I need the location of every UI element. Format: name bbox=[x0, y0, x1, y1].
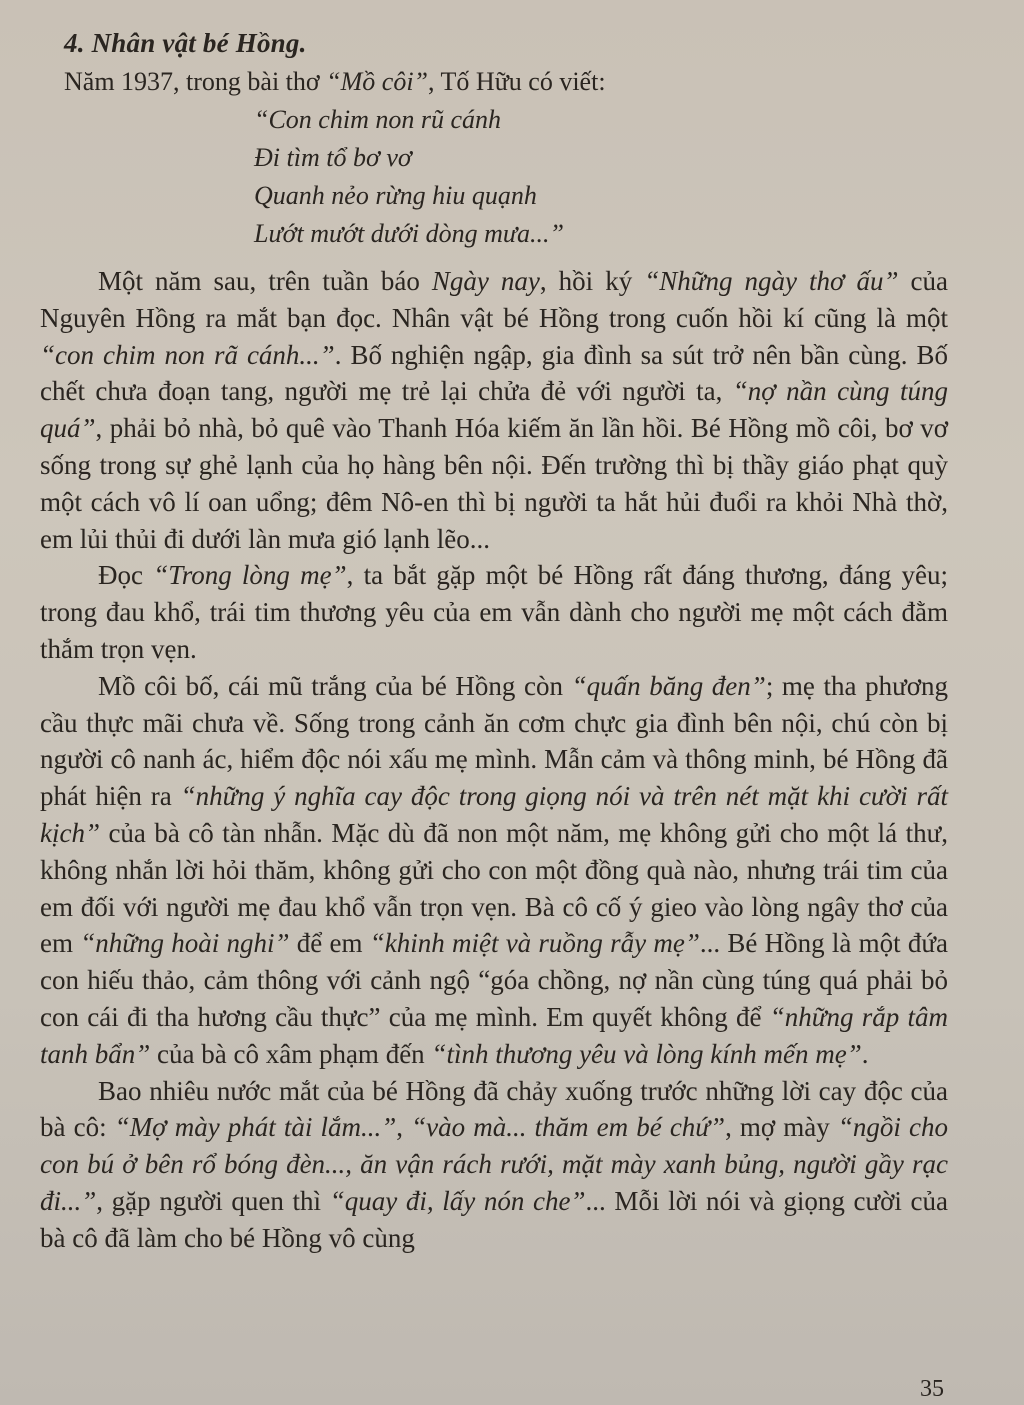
paragraph-2: Đọc “Trong lòng mẹ”, ta bắt gặp một bé Hồng rất đáng thương, đáng yêu; trong đau khổ, trái tim thương yêu của em vẫn dành cho người mẹ một cách đằm thắm trọn vẹn. bbox=[40, 560, 948, 664]
intro-line bbox=[64, 67, 948, 97]
intro-text: Năm 1937, trong bài thơ bbox=[64, 67, 327, 96]
paragraph-1: Một năm sau, trên tuần báo Ngày nay, hồi ký “Những ngày thơ ấu” của Nguyên Hồng ra mắt bạn đọc. Nhân vật bé Hồng trong cuốn hồi kí cũng là một “con chim non rã cánh...”. Bố nghiện ngập, gia đình sa sút trở nên bần cùng. Bố chết chưa đoạn tang, người mẹ trẻ lại chửa đẻ với người ta, “nợ nần cùng túng quá”, phải bỏ nhà, bỏ quê vào Thanh Hóa kiếm ăn lần hồi. Bé Hồng mồ côi, bơ vơ sống trong sự ghẻ lạnh của họ hàng bên nội. Đến trường thì bị thầy giáo phạt quỳ một cách vô lí oan uổng; đêm Nô-en thì bị người ta hắt hủi đuổi ra khỏi Nhà thờ, em lủi thủi đi dưới làn mưa gió lạnh lẽo... bbox=[40, 266, 948, 554]
poem-line: Quanh nẻo rừng hiu quạnh bbox=[254, 181, 537, 210]
section-heading: 4. Nhân vật bé Hồng. bbox=[64, 28, 307, 58]
page-number: 35 bbox=[920, 1376, 944, 1402]
poem-line: “Con chim non rũ cánh bbox=[254, 105, 501, 134]
paragraph-4: Bao nhiêu nước mắt của bé Hồng đã chảy xuống trước những lời cay độc của bà cô: “Mợ mày phát tài lắm...”, “vào mà... thăm em bé chứ”, mợ mày “ngồi cho con bú ở bên rổ bóng đèn..., ăn vận rách rưới, mặt mày xanh bủng, người gầy rạc đi...”, gặp người quen thì “quay đi, lấy nón che”... Mỗi lời nói và giọng cười của bà cô đã làm cho bé Hồng vô cùng bbox=[40, 1075, 948, 1253]
paragraph-3: Mồ côi bố, cái mũ trắng của bé Hồng còn “quấn băng đen”; mẹ tha phương cầu thực mãi chưa về. Sống trong cảnh ăn cơm chực gia đình bên nội, chú còn bị người cô nanh ác, hiểm độc nói xấu mẹ mình. Mẫn cảm và thông minh, bé Hồng đã phát hiện ra “những ý nghĩa cay độc trong giọng nói và trên nét mặt khi cười rất kịch” của bà cô tàn nhẫn. Mặc dù đã non một năm, mẹ không gửi cho một lá thư, không nhắn lời hỏi thăm, không gửi cho con một đồng quà nào, nhưng trái tim của em đối với người mẹ đau khổ vẫn trọn vẹn. Bà cô cố ý gieo vào lòng ngây thơ của em “những hoài nghi” để em “khinh miệt và ruồng rẫy mẹ”... Bé Hồng là một đứa con hiếu thảo, cảm thông với cảnh ngộ “góa chồng, nợ nần cùng túng quá phải bỏ con cái đi tha hương cầu thực” của mẹ mình. Em quyết không để “những rắp tâm tanh bẩn” của bà cô xâm phạm đến “tình thương yêu và lòng kính mến mẹ”. bbox=[40, 670, 949, 1069]
poem-title: “Mồ côi” bbox=[326, 67, 429, 96]
intro-text-end: , Tố Hữu có viết: bbox=[428, 67, 606, 96]
poem-quote bbox=[254, 101, 948, 253]
poem-line: Lướt mướt dưới dòng mưa...” bbox=[254, 219, 564, 248]
poem-line: Đi tìm tổ bơ vơ bbox=[254, 143, 412, 172]
